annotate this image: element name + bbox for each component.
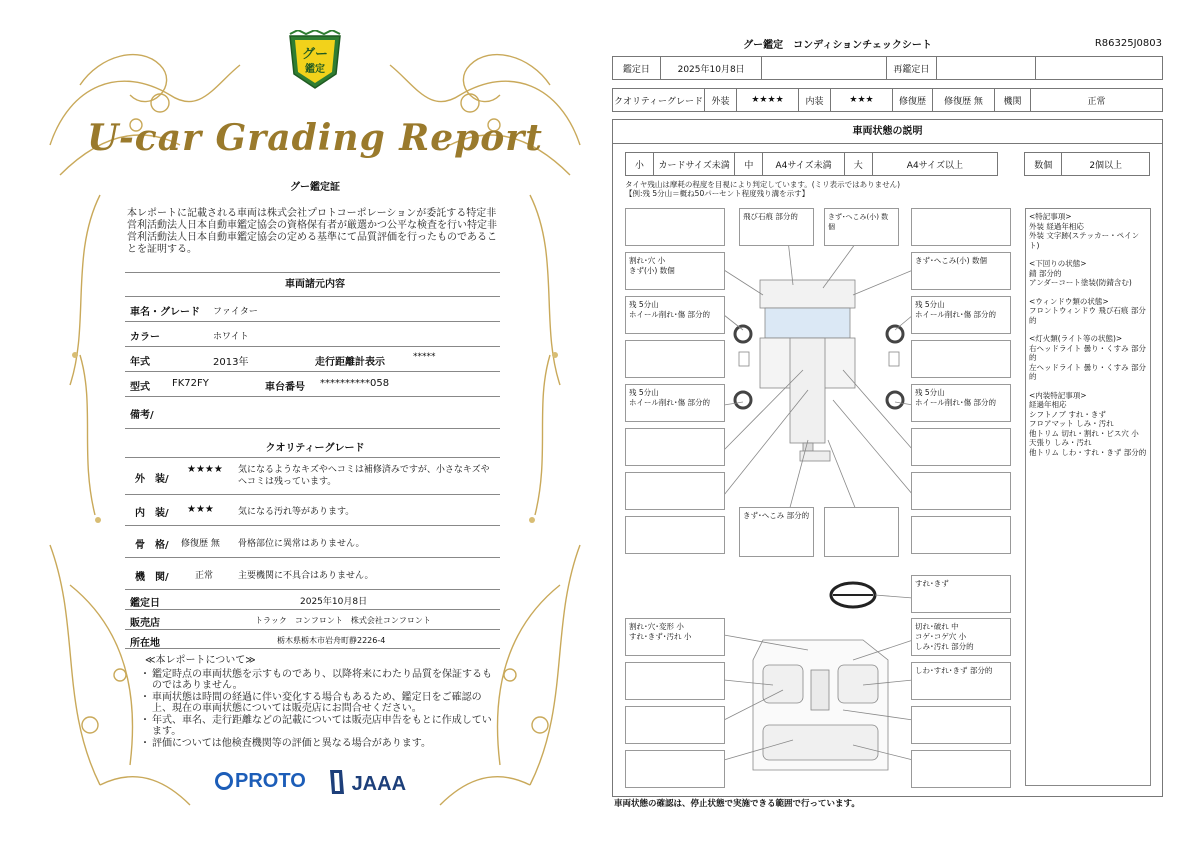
date-blank [762,57,887,79]
engine-value: 正常 [1087,96,1106,107]
feature-group: <灯火類(ライト等の状態)> 右ヘッドライト 曇り・くすみ 部分的 左ヘッドライト 曇り・くすみ 部分的 [1029,334,1147,381]
condition-title: 車両状態の説明 [613,120,1162,144]
reappraisal-value [937,57,1037,79]
note-box-front-left: 割れ･穴 小 きず(小) 数個 [625,252,725,290]
legend-large-desc: A4サイズ以上 [906,160,963,171]
interior-stars: ★★★ [187,504,214,515]
count-legend [1024,152,1150,176]
note-box-top-mid1: 飛び石痕 部分的 [739,208,814,246]
grade-row-frame [125,525,500,557]
note-box-int-right2: しわ･すれ･きず 部分的 [911,662,1011,700]
exterior-stars: ★★★★ [737,89,799,111]
chassis-value: **********058 [320,378,390,389]
interior-text: 気になる汚れ等があります。 [238,507,355,517]
mileage-label: 走行距離計表示 [315,357,385,368]
legend-small-desc: カードサイズ未満 [654,153,736,175]
note-box-empty [625,516,725,554]
certificate-statement: 本レポートに記載される車両は株式会社プロトコーポレーションが委託する特定非営利活動法人日本自動車鑑定協会の資格保有者が厳選かつ公平な検査を行い特定非営利活動法人日本自動車鑑定協会の定める基準にて品質評価を行ったものであることを証明する。 [127,208,497,255]
engine-label: 機関 [995,89,1031,111]
note-box-empty [625,472,725,510]
interior-stars: ★★★ [831,89,893,111]
note-box-empty [911,516,1011,554]
sheet-title: グー鑑定 コンディションチェックシート [743,40,932,51]
repair-value: 修復歴 無 [933,89,995,111]
note-box-empty [911,340,1011,378]
legend-small: 小 [626,153,654,175]
reappraisal-blank [1036,57,1162,79]
engine-label: 機 関/ [135,572,169,583]
feature-group: <内装特記事項> 経過年相応 シフトノブ すれ・きず フロアマット しみ・汚れ 他トリム 切れ・割れ・ビス穴 小 天張り しみ・汚れ 他トリム しわ・すれ・きず 部分的 [1029,390,1147,457]
emblem-top-text: グー [301,47,328,62]
note-box-empty [911,428,1011,466]
engine-grade: 正常 [195,571,214,581]
grade-row-exterior [125,457,500,494]
note-box-empty [625,208,725,246]
condition-check-sheet [610,30,1165,820]
note-item: ・ 鑑定時点の車両状態を示すものであり、以降将来にわたり品質を保証するものではありません。 [140,668,492,691]
spec-row-color [125,321,500,346]
date-value: 2025年10月8日 [300,597,368,607]
jaaa-logo: JAAA [328,770,406,796]
interior-label: 内 装/ [135,508,169,519]
note-box-rear-mid: きず･へこみ 部分的 [739,507,814,557]
frame-grade: 修復歴 無 [181,539,220,549]
sheet-number: R86325J0803 [1094,38,1162,49]
color-value: ホワイト [213,332,249,342]
model-label: 型式 [130,382,150,393]
note-box-tire-rr: 残 5分山 ホイール削れ･傷 部分的 [911,384,1011,422]
exterior-text: 気になるようなキズやヘコミは補修済みですが、小さなキズやヘコミは残っています。 [238,465,490,487]
quality-grade-label: クオリティーグレード [613,89,705,111]
dealer-label: 販売店 [130,618,160,629]
frame-text: 骨格部位に異常はありません。 [238,539,365,549]
note-box-empty [625,662,725,700]
jaaa-mark-icon [328,770,346,794]
note-box-empty [824,507,899,557]
tire-note: タイヤ残山は摩耗の程度を目視により判定しています。(ミリ表示ではありません) 【例:残 5分山＝概ね50パーセント程度残り溝を示す】 [625,180,901,198]
note-box-tire-rl: 残 5分山 ホイール削れ･傷 部分的 [625,384,725,422]
proto-mark-icon [215,772,233,790]
remarks-label: 備考/ [130,410,154,421]
color-label: カラー [130,332,160,343]
address-label: 所在地 [130,638,160,649]
note-box-empty [625,428,725,466]
grade-table [612,88,1163,112]
legend-medium-desc: A4サイズ未満 [763,153,845,175]
goo-kantei-emblem [286,30,344,92]
repair-label: 修復歴 [893,89,933,111]
note-box-front-right: きず･へこみ(小) 数個 [911,252,1011,290]
frame-label: 骨 格/ [135,540,169,551]
year-value: 2013年 [213,357,249,368]
note-box-tire-fl: 残 5分山 ホイール削れ･傷 部分的 [625,296,725,334]
note-box-empty [911,208,1011,246]
note-box-empty [625,750,725,788]
grade-row-engine [125,557,500,589]
feature-group: <特記事項> 外装 経過年相応 外装 文字跡(ステッカー・ペイント) [1029,212,1140,250]
proto-logo: PROTO [215,770,306,793]
note-box-tire-fr: 残 5分山 ホイール削れ･傷 部分的 [911,296,1011,334]
address-value: 栃木県栃木市岩舟町静2226-4 [277,636,386,645]
quality-top-rule [125,428,500,429]
grade-row-interior [125,494,500,525]
condition-frame [612,119,1163,797]
certificate-heading: グー鑑定証 [290,182,340,193]
reappraisal-label: 再鑑定日 [887,57,937,79]
note-box-int-right1: 切れ･破れ 中 コゲ･コゲ穴 小 しみ･汚れ 部分的 [911,618,1011,656]
legend-count-desc: 2個以上 [1089,160,1123,171]
note-item: ・ 年式、車名、走行距離などの記載については販売店申告をもとに作成しています。 [140,714,492,737]
legend-count: 数個 [1025,153,1062,175]
note-box-empty [911,706,1011,744]
feature-group: <下回りの状態> 錆 部分的 アンダーコート塗装(防錆含む) [1029,259,1132,287]
special-notes-panel [1025,208,1151,786]
date-label: 鑑定日 [130,598,160,609]
interior-label: 内装 [799,89,831,111]
exterior-label: 外装 [705,89,737,111]
note-box-empty [625,706,725,744]
chassis-label: 車台番号 [265,382,305,393]
date-table [612,56,1163,80]
info-row-address [125,629,500,649]
legend-large: 大 [845,153,873,175]
spec-row-remarks [125,396,500,428]
feature-group: <ウィンドウ類の状態> フロントウィンドウ 飛び石痕 部分的 [1029,296,1146,325]
note-box-empty [911,472,1011,510]
name-value: ファイター [213,307,258,317]
year-label: 年式 [130,357,150,368]
note-item: ・ 評価については他検査機関等の評価と異なる場合があります。 [140,737,431,749]
spec-row-model [125,371,500,396]
model-value: FK72FY [172,378,209,389]
spec-heading: 車両諸元内容 [285,279,345,290]
exterior-stars: ★★★★ [187,464,223,475]
mileage-value: ***** [413,352,436,362]
info-row-dealer [125,609,500,629]
note-box-empty [625,340,725,378]
engine-text: 主要機関に不具合はありません。 [238,571,374,581]
info-row-date [125,589,500,609]
footer-logos [215,770,455,800]
quality-heading: クオリティーグレード [265,443,365,454]
report-title: U-car Grading Report [87,117,543,159]
date-label: 鑑定日 [613,57,661,79]
grading-certificate [40,25,590,815]
note-box-empty [911,750,1011,788]
note-item: ・ 車両状態は時間の経過に伴い変化する場合もあるため、鑑定日をご確認の上、現在の車両状態については販売店にお問合せください。 [140,691,482,714]
notes-title: ≪本レポートについて≫ [145,655,256,666]
note-box-int-left: 割れ･穴･変形 小 すれ･きず･汚れ 小 [625,618,725,656]
exterior-label: 外 装/ [135,474,169,485]
dealer-value: トラック コンフロント 株式会社コンフロント [255,616,431,625]
spec-row-year [125,346,500,371]
report-notes [140,655,500,749]
name-label: 車名・グレード [130,307,200,318]
legend-medium: 中 [735,153,763,175]
spec-heading-rule [125,272,500,297]
note-box-steering: すれ･きず [911,575,1011,613]
sheet-footer-note: 車両状態の確認は、停止状態で実施できる範囲で行っています。 [614,799,860,809]
spec-row-name [125,296,500,321]
emblem-bottom-text: 鑑定 [305,64,325,75]
note-box-top-mid2: きず･へこみ(小) 数個 [824,208,899,246]
date-value: 2025年10月8日 [661,57,763,79]
